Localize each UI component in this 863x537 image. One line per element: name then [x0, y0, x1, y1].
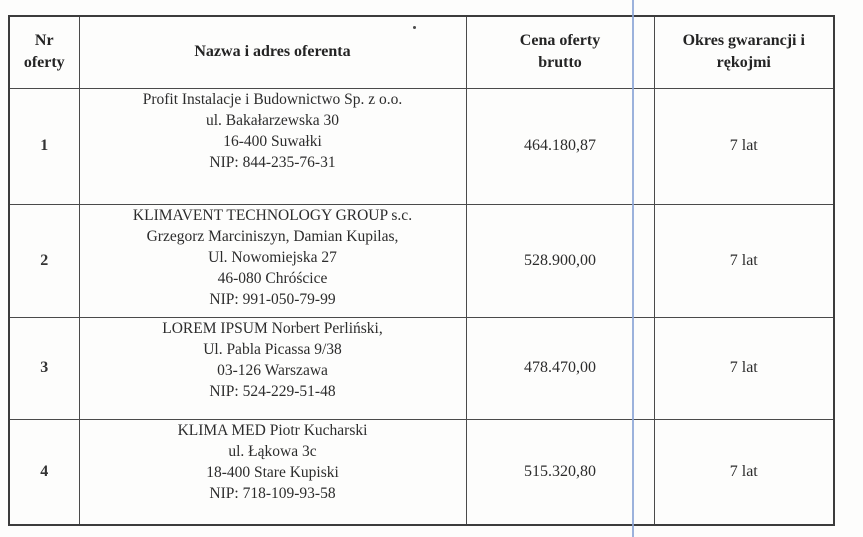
- offer-name-cell: [79, 88, 466, 204]
- address-line: 03-126 Warszawa: [217, 361, 328, 379]
- offer-name-cell: [79, 317, 466, 419]
- address-line: ul. Bakałarzewska 30: [206, 111, 339, 129]
- address-line: NIP: 718-109-93-58: [209, 484, 336, 502]
- header-name-label: Nazwa i adres oferenta: [194, 43, 351, 61]
- offer-number-cell: 3: [9, 317, 79, 419]
- address-line: LOREM IPSUM Norbert Perliński,: [162, 319, 383, 337]
- offer-number-cell: 2: [9, 204, 79, 317]
- address-line: NIP: 844-235-76-31: [209, 153, 336, 171]
- offer-warranty-cell: 7 lat: [654, 88, 834, 204]
- table-row: [9, 204, 834, 317]
- address-line: KLIMA MED Piotr Kucharski: [177, 421, 368, 439]
- offer-name-cell: [79, 419, 466, 525]
- header-cell-warranty: [654, 16, 834, 88]
- offers-table: [8, 15, 835, 526]
- header-warranty-line: rękojmi: [716, 54, 771, 72]
- header-price-line: Cena oferty: [519, 32, 601, 50]
- address-line: 16-400 Suwałki: [223, 132, 322, 150]
- header-nr-line: oferty: [23, 54, 65, 72]
- header-cell-name: [79, 16, 466, 88]
- address-line: Ul. Nowomiejska 27: [208, 248, 337, 266]
- offer-price-cell: 528.900,00: [466, 204, 654, 317]
- ink-dot: [413, 26, 416, 29]
- address-line: 18-400 Stare Kupiski: [206, 463, 339, 481]
- table-row: [9, 419, 834, 525]
- address-line: ul. Łąkowa 3c: [228, 442, 317, 460]
- address-line: Profit Instalacje i Budownictwo Sp. z o.o.: [142, 90, 403, 108]
- address-line: Grzegorz Marciniszyn, Damian Kupilas,: [146, 227, 399, 245]
- header-nr-line: Nr: [34, 32, 54, 50]
- offer-name-cell: [79, 204, 466, 317]
- header-cell-nr: [9, 16, 79, 88]
- offer-number-cell: 1: [9, 88, 79, 204]
- header-cell-price: [466, 16, 654, 88]
- header-price-line: brutto: [538, 54, 582, 72]
- address-line: NIP: 524-229-51-48: [209, 382, 336, 400]
- header-warranty-line: Okres gwarancji i: [682, 32, 805, 50]
- address-line: 46-080 Chróścice: [217, 269, 328, 287]
- table-row: [9, 88, 834, 204]
- offer-price-cell: 515.320,80: [466, 419, 654, 525]
- address-line: NIP: 991-050-79-99: [209, 290, 336, 308]
- offer-price-cell: 478.470,00: [466, 317, 654, 419]
- scan-fold-line: [632, 0, 634, 537]
- address-line: Ul. Pabla Picassa 9/38: [203, 340, 342, 358]
- address-line: KLIMAVENT TECHNOLOGY GROUP s.c.: [132, 206, 413, 224]
- table-header-row: [9, 16, 834, 88]
- table-row: [9, 317, 834, 419]
- offer-number-cell: 4: [9, 419, 79, 525]
- offer-warranty-cell: 7 lat: [654, 317, 834, 419]
- offer-price-cell: 464.180,87: [466, 88, 654, 204]
- offer-warranty-cell: 7 lat: [654, 419, 834, 525]
- offer-warranty-cell: 7 lat: [654, 204, 834, 317]
